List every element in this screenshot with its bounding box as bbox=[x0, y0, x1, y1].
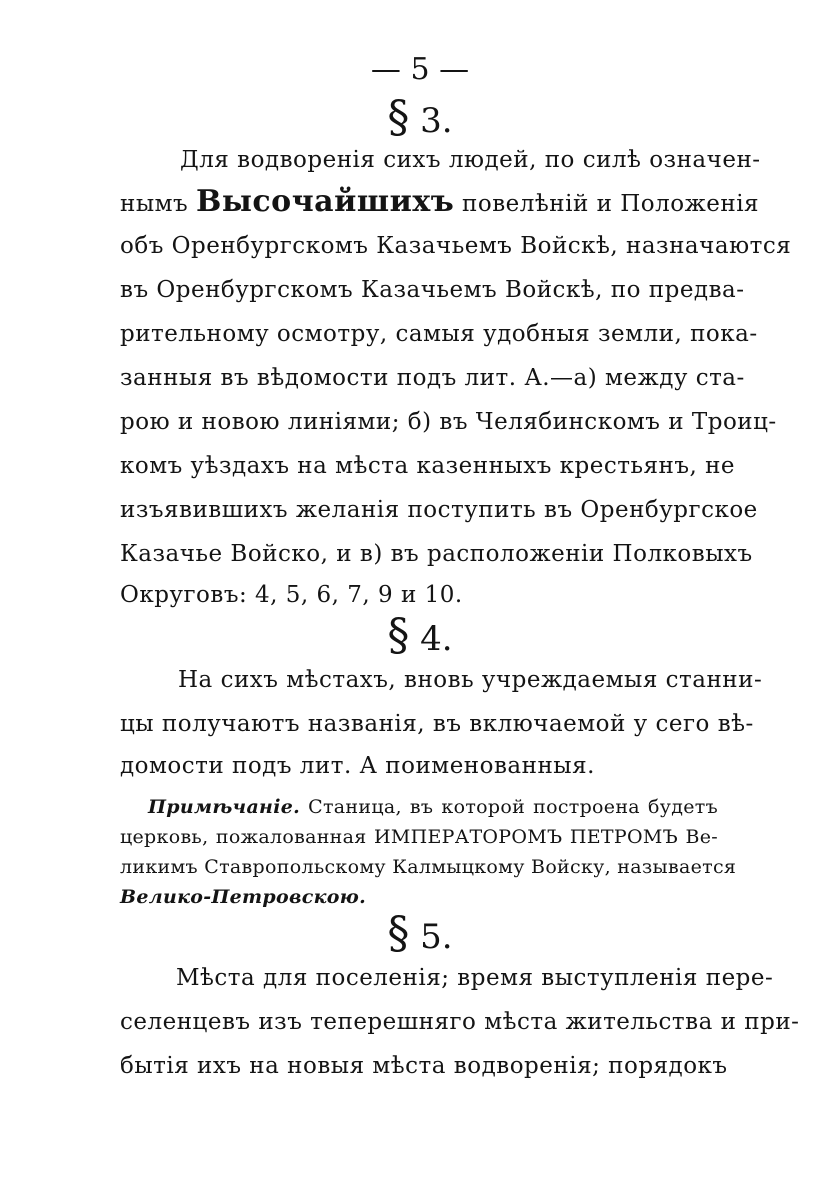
text-line: въ Оренбургскомъ Казачьемъ Войскѣ, по предва- bbox=[120, 277, 745, 303]
section-symbol: § bbox=[387, 908, 410, 959]
note-line: ликимъ Ставропольскому Калмыцкому Войску, называется bbox=[120, 856, 737, 878]
text-line: Для водворенія сихъ людей, по силѣ означен- bbox=[180, 147, 761, 173]
text-line: изъявившихъ желанія поступить въ Оренбургское bbox=[120, 497, 758, 523]
text-line: комъ уѣздахъ на мѣста казенныхъ крестьянъ, не bbox=[120, 453, 736, 479]
note-line bbox=[148, 793, 718, 821]
section-number: 5. bbox=[420, 917, 453, 957]
text-line: селенцевъ изъ теперешняго мѣста жительства и при- bbox=[120, 1009, 800, 1035]
section-heading-4 bbox=[0, 610, 840, 661]
text-line: цы получаютъ названія, въ включаемой у сего вѣ- bbox=[120, 711, 754, 737]
text-line: рою и новою линіями; б) въ Челябинскомъ и Троиц- bbox=[120, 409, 777, 435]
text-line: занныя въ вѣдомости подъ лит. А.—а) между ста- bbox=[120, 365, 745, 391]
note-text: Станица, въ которой построена будетъ bbox=[308, 796, 718, 818]
text-fragment: повелѣній и Положенія bbox=[462, 191, 760, 217]
text-line: Мѣста для поселенія; время выступленія пере- bbox=[176, 965, 774, 991]
text-line: На сихъ мѣстахъ, вновь учреждаемыя станни- bbox=[178, 667, 763, 693]
section-symbol: § bbox=[387, 610, 410, 661]
emphasized-word: Высочайшихъ bbox=[195, 184, 455, 219]
note-line-last: Велико-Петровскою. bbox=[120, 886, 367, 908]
text-line-last: домости подъ лит. А поименованныя. bbox=[120, 753, 595, 779]
text-line: Казачье Войско, и в) въ расположеніи Полковыхъ bbox=[120, 541, 753, 567]
section-number: 3. bbox=[420, 101, 453, 141]
text-line-last: Округовъ: 4, 5, 6, 7, 9 и 10. bbox=[120, 582, 463, 608]
page-number: — 5 — bbox=[370, 52, 470, 87]
section-heading-5 bbox=[0, 908, 840, 959]
note-label: Примѣчаніе. bbox=[148, 796, 301, 818]
note-line: церковь, пожалованная ИМПЕРАТОРОМЪ ПЕТРОМЪ Ве- bbox=[120, 826, 718, 848]
section-heading-3 bbox=[0, 92, 840, 143]
text-line: рительному осмотру, самыя удобныя земли, пока- bbox=[120, 321, 758, 347]
text-line: бытія ихъ на новыя мѣста водворенія; порядокъ bbox=[120, 1053, 728, 1079]
text-fragment: нымъ bbox=[120, 191, 189, 217]
text-line-with-emphasis bbox=[120, 184, 760, 220]
section-number: 4. bbox=[420, 619, 453, 659]
section-symbol: § bbox=[387, 92, 410, 143]
text-line: объ Оренбургскомъ Казачьемъ Войскѣ, назначаются bbox=[120, 233, 792, 259]
